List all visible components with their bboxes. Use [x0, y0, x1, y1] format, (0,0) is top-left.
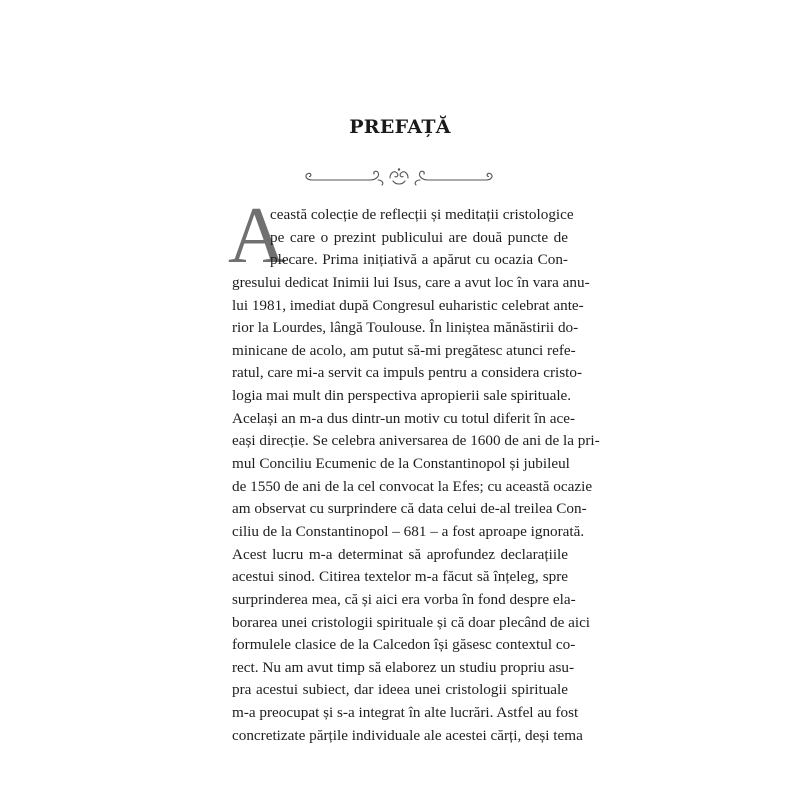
text-line: eași direcție. Se celebra aniversarea de 1600 de ani de la pri- — [232, 432, 600, 450]
text-line: formulele clasice de la Calcedon își găsesc contextul co- — [232, 636, 576, 654]
text-line: rior la Lourdes, lângă Toulouse. În liniștea mănăstirii do- — [232, 319, 579, 337]
text-line: ratul, care mi-a servit ca impuls pentru a considera cristo- — [232, 364, 583, 382]
text-line: lui 1981, imediat după Congresul euharistic celebrat ante- — [232, 296, 584, 314]
text-line: pe care o prezint publicului are două puncte de — [270, 228, 568, 246]
text-line: ceastă colecție de reflecții și meditații cristologice — [270, 206, 574, 223]
text-line: borarea unei cristologii spirituale și că doar plecând de aici — [232, 613, 591, 631]
text-line: concretizate părțile individuale ale acestei cărți, deși tema — [232, 726, 583, 744]
text-line: minicane de acolo, am putut să-mi pregătesc atunci refe- — [232, 341, 576, 359]
flourish-divider-icon — [298, 164, 500, 190]
drop-cap: A — [228, 192, 286, 280]
text-line: plecare. Prima inițiativă a apărut cu ocazia Con- — [270, 251, 568, 269]
body-text — [232, 204, 600, 747]
text-line: Acest lucru m-a determinat să aprofundez declarațiile — [232, 545, 568, 563]
text-line: am observat cu surprindere că data celui de-al treilea Con- — [232, 500, 587, 518]
text-line: mul Conciliu Ecumenic de la Constantinopol și jubileul — [232, 455, 570, 473]
text-line: surprinderea mea, că și aici era vorba în fond despre ela- — [232, 590, 576, 608]
text-line: Același an m-a dus dintr-un motiv cu totul diferit în ace- — [232, 409, 576, 427]
text-line: rect. Nu am avut timp să elaborez un studiu propriu asu- — [232, 658, 575, 676]
text-line: ciliu de la Constantinopol – 681 – a fost aproape ignorată. — [232, 522, 585, 540]
text-line: de 1550 de ani de la cel convocat la Efes; cu această ocazie — [232, 477, 593, 495]
text-line: logia mai mult din perspectiva apropierii sale spirituale. — [232, 387, 572, 405]
text-line: pra acestui subiect, dar ideea unei cristologii spirituale — [232, 681, 568, 699]
text-line: acestui sinod. Citirea textelor m-a făcut să înțeleg, spre — [232, 568, 568, 586]
text-line: gresului dedicat Inimii lui Isus, care a avut loc în vara anu- — [232, 273, 590, 291]
text-line: m-a preocupat și s-a integrat în alte lucrări. Astfel au fost — [232, 704, 579, 722]
page-title: PREFAȚĂ — [349, 116, 451, 138]
